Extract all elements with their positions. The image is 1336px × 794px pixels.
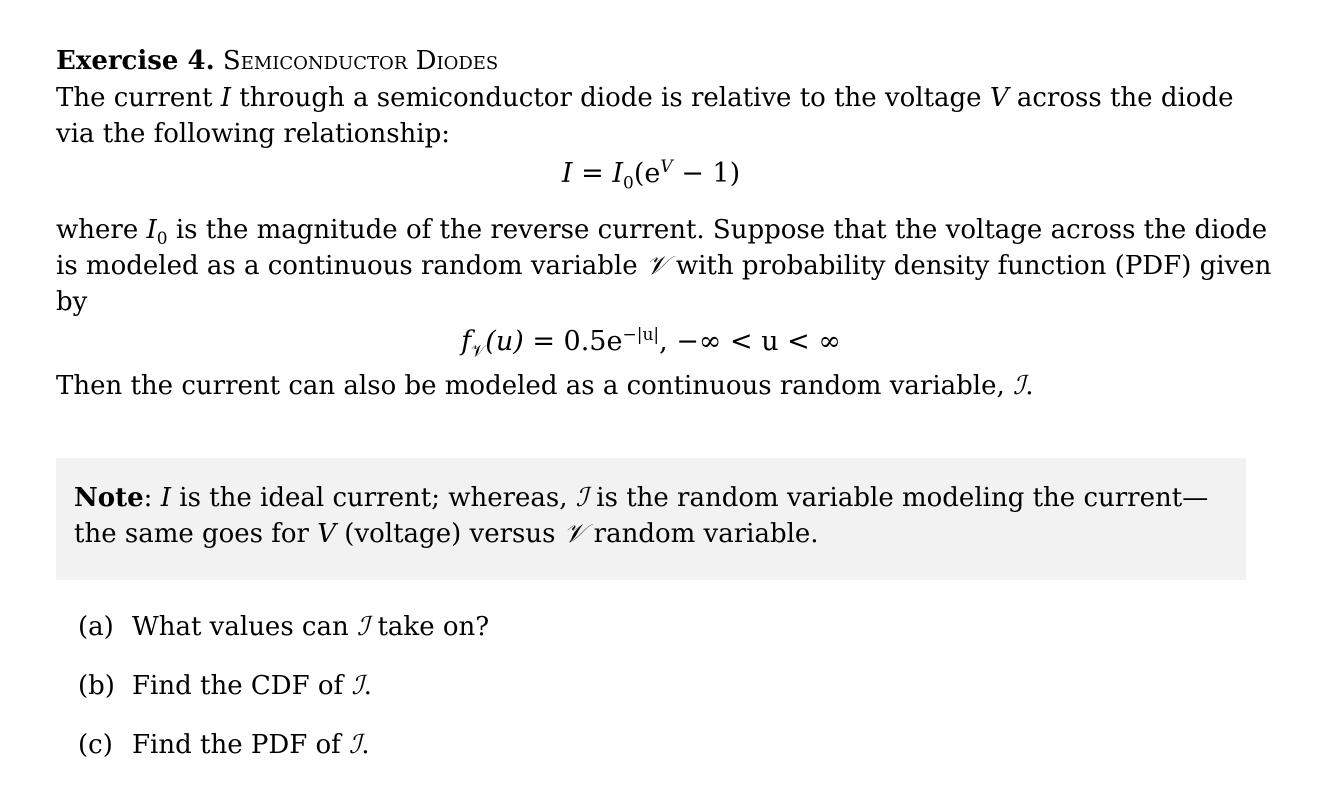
exercise-title: Semiconductor Diodes (222, 46, 499, 76)
intro-line-1: The current I through a semiconductor diode is relative to the voltage V across the diode (56, 83, 1234, 113)
note-line-2: the same goes for V (voltage) versus 𝒱 random variable. (74, 519, 819, 549)
question-a: (a) What values can ℐ take on? (78, 612, 490, 642)
exercise-block (56, 42, 1272, 404)
pdf-equation: $f_𝒱(u) = 0.5e^{-|u|}$, −∞ < u < ∞ (461, 325, 841, 362)
intro-line-2: via the following relationship: (56, 119, 450, 149)
question-b: (b) Find the CDF of ℐ. (78, 671, 372, 701)
question-list (78, 607, 489, 784)
symbol-I: I (220, 83, 232, 113)
where-line-3: by (56, 287, 88, 317)
question-c: (c) Find the PDF of ℐ. (78, 730, 370, 760)
diode-equation: $I = I_0(e^V - 1)$ (561, 157, 741, 194)
symbol-cal-I: ℐ (1013, 371, 1026, 401)
then-line: Then the current can also be modeled as a continuous random variable, ℐ. (56, 371, 1034, 401)
note-label: Note (74, 483, 144, 513)
note-line-1: Note: I is the ideal current; whereas, ℐ is the random variable modeling the current— (74, 483, 1209, 513)
symbol-I0: I (146, 215, 157, 245)
note-box (56, 458, 1246, 580)
symbol-cal-V: 𝒱 (645, 251, 668, 281)
where-line-1: where $I_0$ is the magnitude of the reverse current. Suppose that the voltage across the diode (56, 215, 1268, 250)
where-line-2: is modeled as a continuous random variable 𝒱 with probability density function (PDF) given (56, 251, 1272, 281)
exercise-label: Exercise 4. (56, 46, 215, 76)
symbol-V: V (989, 83, 1009, 113)
exercise-heading (56, 42, 1246, 80)
